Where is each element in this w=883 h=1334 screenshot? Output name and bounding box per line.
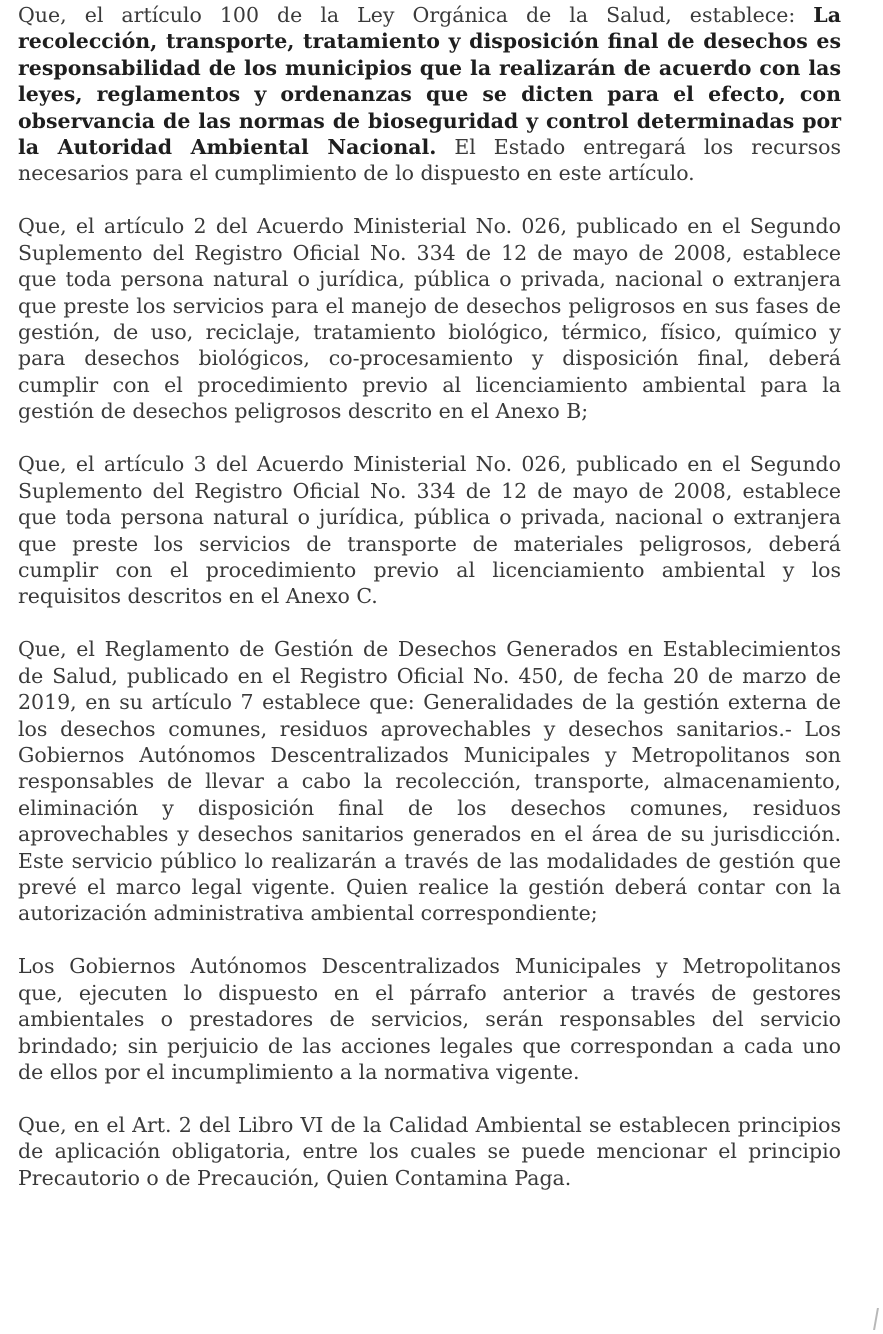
paragraph-bold-text: La recolección, transporte, tratamiento y disposición final de desechos es responsabilidad de los municipios que la realizarán de acuerdo con las leyes, reglamentos y ordenanzas que se dicten para el efecto, con observancia de las normas de bioseguridad y control determinadas por la Autoridad Ambiental Nacional.	[18, 3, 841, 160]
document-page	[18, 2, 841, 1191]
paragraph-text: Que, el artículo 100 de la Ley Orgánica de la Salud, establece:	[18, 3, 814, 27]
paragraph-libro-vi	[18, 1112, 841, 1191]
paragraph-gobiernos-autonomos	[18, 953, 841, 1085]
paragraph-text: Que, en el Art. 2 del Libro VI de la Calidad Ambiental se establecen principios de aplicación obligatoria, entre los cuales se puede mencionar el principio Precautorio o de Precaución, Quien Contamina Paga.	[18, 1113, 841, 1190]
scan-edge-mark	[873, 1308, 879, 1330]
paragraph-text: El Estado entregará los recursos necesarios para el cumplimiento de lo dispuesto en este artículo.	[18, 135, 841, 186]
paragraph-articulo-2	[18, 213, 841, 424]
paragraph-articulo-100	[18, 2, 841, 187]
paragraph-text: Que, el artículo 2 del Acuerdo Ministerial No. 026, publicado en el Segundo Suplemento del Registro Oficial No. 334 de 12 de mayo de 2008, establece que toda persona natural o jurídica, pública o privada, nacional o extranjera que preste los servicios para el manejo de desechos peligrosos en sus fases de gestión, de uso, reciclaje, tratamiento biológico, térmico, físico, químico y para desechos biológicos, co-procesamiento y disposición final, deberá cumplir con el procedimiento previo al licenciamiento ambiental para la gestión de desechos peligrosos descrito en el Anexo B;	[18, 214, 841, 424]
paragraph-text: Que, el artículo 3 del Acuerdo Ministerial No. 026, publicado en el Segundo Suplemento del Registro Oficial No. 334 de 12 de mayo de 2008, establece que toda persona natural o jurídica, pública o privada, nacional o extranjera que preste los servicios de transporte de materiales peligrosos, deberá cumplir con el procedimiento previo al licenciamiento ambiental y los requisitos descritos en el Anexo C.	[18, 452, 841, 609]
paragraph-articulo-3	[18, 451, 841, 609]
paragraph-text: Que, el Reglamento de Gestión de Desechos Generados en Establecimientos de Salud, publicado en el Registro Oficial No. 450, de fecha 20 de marzo de 2019, en su artículo 7 establece que: Generalidades de la gestión externa de los desechos comunes, residuos aprovechables y desechos sanitarios.- Los Gobiernos Autónomos Descentralizados Municipales y Metropolitanos son responsables de llevar a cabo la recolección, transporte, almacenamiento, eliminación y disposición final de los desechos comunes, residuos aprovechables y desechos sanitarios generados en el área de su jurisdicción. Este servicio público lo realizarán a través de las modalidades de gestión que prevé el marco legal vigente. Quien realice la gestión deberá contar con la autorización administrativa ambiental correspondiente;	[18, 637, 841, 926]
paragraph-text: Los Gobiernos Autónomos Descentralizados Municipales y Metropolitanos que, ejecuten lo dispuesto en el párrafo anterior a través de gestores ambientales o prestadores de servicios, serán responsables del servicio brindado; sin perjuicio de las acciones legales que correspondan a cada uno de ellos por el incumplimiento a la normativa vigente.	[18, 954, 841, 1084]
paragraph-reglamento-articulo-7	[18, 636, 841, 926]
